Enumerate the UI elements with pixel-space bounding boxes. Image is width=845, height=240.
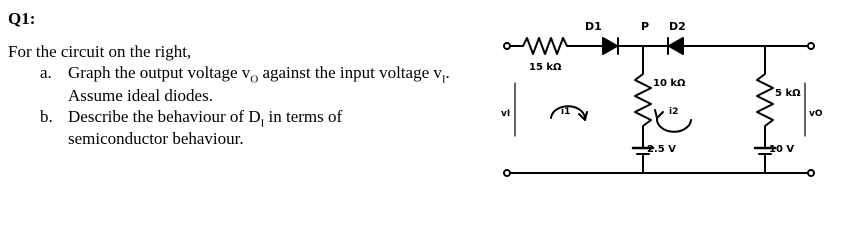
output-terminal-bottom (808, 170, 814, 176)
part-b-line1 (40, 107, 342, 129)
label-v1: 2.5 V (647, 144, 676, 155)
label-r2: 10 kΩ (653, 78, 686, 89)
label-vi: vI (501, 109, 511, 119)
part-a-line1 (40, 63, 450, 85)
part-a-text-2: against the input voltage v (258, 63, 442, 82)
question-text (0, 0, 480, 186)
label-r1: 15 kΩ (529, 62, 562, 73)
label-d1: D1 (585, 20, 602, 33)
question-label: Q1: (8, 9, 36, 28)
resistor-5k (757, 46, 773, 148)
label-i2: i2 (669, 107, 679, 117)
label-i1: i1 (561, 107, 571, 117)
circuit-svg (493, 8, 835, 183)
input-terminal-bottom (504, 170, 510, 176)
current-loop-i2 (657, 118, 691, 132)
part-a-text-1: Graph the output voltage v (68, 63, 251, 82)
label-d2: D2 (669, 20, 686, 33)
part-b-letter: b. (40, 107, 53, 126)
part-b-sub-i: I (260, 117, 265, 130)
part-a-letter: a. (40, 63, 52, 82)
resistor-10k (635, 46, 651, 148)
part-b-line2: semiconductor behaviour. (68, 129, 244, 148)
part-a-text-3: . (445, 63, 450, 82)
label-p: P (641, 20, 650, 33)
resistor-15k (510, 38, 603, 54)
label-v2: 10 V (769, 144, 795, 155)
part-b-text-2: in terms of (264, 107, 343, 126)
part-a-sub-o: O (250, 73, 259, 86)
output-terminal-top (808, 43, 814, 49)
part-a-line2: Assume ideal diodes. (68, 86, 213, 105)
part-a-sub-i: I (441, 73, 446, 86)
circuit-diagram (493, 8, 835, 183)
part-b-text-1: Describe the behaviour of D (68, 107, 261, 126)
question-intro: For the circuit on the right, (8, 42, 192, 61)
label-vo: vO (809, 109, 823, 119)
diode-d2 (669, 38, 683, 54)
label-r3: 5 kΩ (775, 88, 801, 99)
diode-d1 (603, 38, 617, 54)
